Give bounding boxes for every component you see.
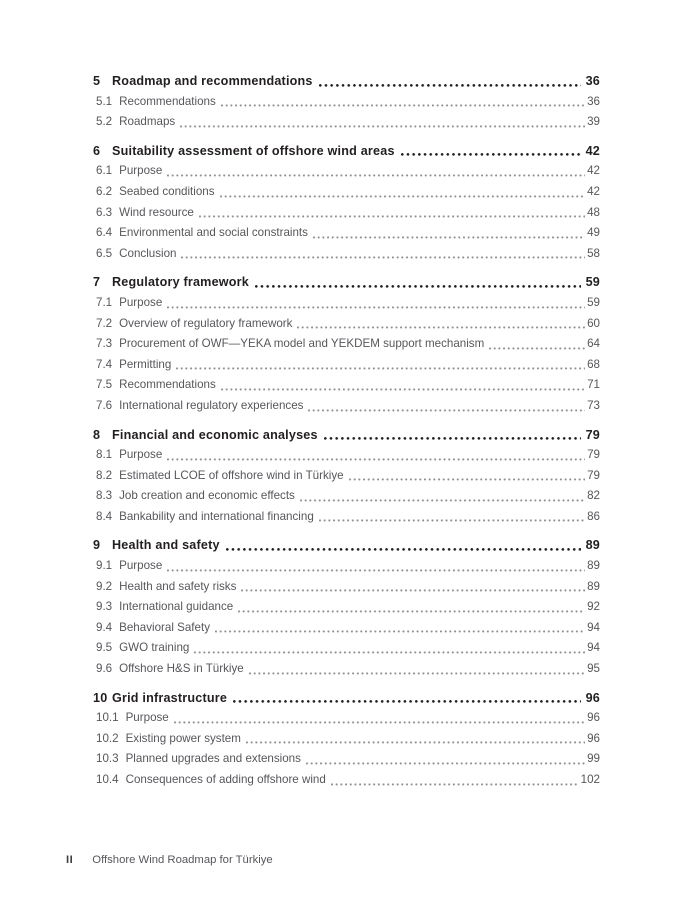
toc-entry-6-3[interactable] xyxy=(93,203,600,224)
dot-leader xyxy=(194,651,585,654)
item-title: Overview of regulatory framework xyxy=(119,316,293,330)
chapter-title: Grid infrastructure xyxy=(112,690,228,705)
toc-entry-5-2[interactable] xyxy=(93,112,600,133)
item-number: 7.2 xyxy=(96,316,113,330)
chapter-page-number: 59 xyxy=(585,275,600,290)
item-number: 8.3 xyxy=(96,489,113,503)
page-footer xyxy=(66,852,273,868)
toc-entry-chapter-6[interactable] xyxy=(93,141,600,162)
item-title: Planned upgrades and extensions xyxy=(125,752,301,766)
table-of-contents xyxy=(93,71,600,791)
toc-entry-10-4[interactable] xyxy=(93,770,600,791)
item-number: 5.2 xyxy=(96,115,113,129)
item-page-number: 64 xyxy=(587,337,600,351)
item-number: 7.1 xyxy=(96,295,113,309)
item-number: 8.2 xyxy=(96,468,113,482)
toc-entry-9-5[interactable] xyxy=(93,638,600,659)
item-number: 9.3 xyxy=(96,600,113,614)
item-page-number: 92 xyxy=(587,600,600,614)
item-number: 10.1 xyxy=(96,711,119,725)
toc-entry-chapter-9[interactable] xyxy=(93,535,600,556)
item-page-number: 79 xyxy=(587,448,600,462)
item-title: Recommendations xyxy=(119,378,216,392)
toc-entry-10-3[interactable] xyxy=(93,749,600,770)
toc-chapter-9 xyxy=(93,535,600,679)
chapter-title: Roadmap and recommendations xyxy=(112,74,313,88)
item-title: Environmental and social constraints xyxy=(119,226,308,240)
item-page-number: 82 xyxy=(587,489,600,503)
item-number: 5.1 xyxy=(96,94,113,108)
dot-leader xyxy=(349,478,586,481)
dot-leader xyxy=(215,630,585,633)
toc-entry-chapter-8[interactable] xyxy=(93,425,600,446)
item-number: 8.1 xyxy=(96,448,113,462)
dot-leader xyxy=(313,236,585,239)
item-title: Permitting xyxy=(119,357,172,371)
dot-leader xyxy=(167,458,585,461)
item-title: GWO training xyxy=(119,641,190,655)
item-title: Recommendations xyxy=(119,94,216,108)
item-title: Purpose xyxy=(119,559,163,573)
item-number: 8.4 xyxy=(96,509,113,523)
item-number: 7.3 xyxy=(96,337,113,351)
item-page-number: 89 xyxy=(587,559,600,573)
chapter-title: Regulatory framework xyxy=(112,275,249,290)
chapter-page-number: 89 xyxy=(585,538,600,553)
item-page-number: 94 xyxy=(587,620,600,634)
chapter-number: 9 xyxy=(93,538,101,553)
dot-leader xyxy=(489,347,585,350)
item-page-number: 42 xyxy=(587,164,600,178)
dot-leader xyxy=(233,700,581,703)
item-number: 7.4 xyxy=(96,357,113,371)
item-title: Existing power system xyxy=(125,731,241,745)
dot-leader xyxy=(297,326,585,329)
item-number: 10.3 xyxy=(96,752,119,766)
item-title: Consequences of adding offshore wind xyxy=(125,773,326,786)
toc-chapter-8 xyxy=(93,425,600,528)
chapter-title: Financial and economic analyses xyxy=(112,427,318,442)
chapter-title: Health and safety xyxy=(112,538,220,553)
dot-leader xyxy=(238,610,585,613)
item-title: Purpose xyxy=(119,295,163,309)
item-page-number: 99 xyxy=(587,752,600,766)
toc-entry-9-1[interactable] xyxy=(93,556,600,577)
item-title: Offshore H&S in Türkiye xyxy=(119,662,244,676)
toc-entry-9-3[interactable] xyxy=(93,597,600,618)
toc-entry-9-2[interactable] xyxy=(93,577,600,598)
item-title: Wind resource xyxy=(119,205,194,219)
chapter-number: 6 xyxy=(93,143,101,158)
item-title: Roadmaps xyxy=(119,115,176,129)
chapter-number: 7 xyxy=(93,275,101,290)
dot-leader xyxy=(249,672,585,675)
toc-entry-chapter-5[interactable] xyxy=(93,71,600,92)
item-title: Purpose xyxy=(125,711,169,725)
item-number: 9.2 xyxy=(96,579,113,593)
toc-entry-8-2[interactable] xyxy=(93,466,600,487)
item-title: Purpose xyxy=(119,164,163,178)
item-number: 6.3 xyxy=(96,205,113,219)
toc-entry-7-4[interactable] xyxy=(93,355,600,376)
toc-entry-7-5[interactable] xyxy=(93,375,600,396)
toc-entry-6-1[interactable] xyxy=(93,161,600,182)
item-number: 9.4 xyxy=(96,620,113,634)
item-number: 7.5 xyxy=(96,378,113,392)
dot-leader xyxy=(226,548,581,551)
toc-entry-8-4[interactable] xyxy=(93,507,600,528)
toc-entry-10-2[interactable] xyxy=(93,729,600,750)
dot-leader xyxy=(167,569,585,572)
item-page-number: 79 xyxy=(587,468,600,482)
item-page-number: 48 xyxy=(587,205,600,219)
dot-leader xyxy=(176,367,585,370)
footer-document-title: Offshore Wind Roadmap for Türkiye xyxy=(92,854,273,866)
dot-leader xyxy=(308,409,585,412)
chapter-title: Suitability assessment of offshore wind areas xyxy=(112,143,395,158)
item-title: Purpose xyxy=(119,448,163,462)
item-title: Job creation and economic effects xyxy=(119,489,295,503)
toc-entry-9-4[interactable] xyxy=(93,618,600,639)
item-page-number: 39 xyxy=(587,115,600,129)
item-title: Conclusion xyxy=(119,246,177,260)
dot-leader xyxy=(220,195,586,198)
toc-chapter-10 xyxy=(93,688,600,791)
item-page-number: 96 xyxy=(587,731,600,745)
chapter-number: 8 xyxy=(93,427,101,442)
item-page-number: 60 xyxy=(587,316,600,330)
dot-leader xyxy=(255,285,581,288)
dot-leader xyxy=(319,519,585,522)
item-title: Health and safety risks xyxy=(119,579,237,593)
item-page-number: 36 xyxy=(587,94,600,108)
toc-entry-8-1[interactable] xyxy=(93,445,600,466)
item-number: 10.4 xyxy=(96,773,119,786)
item-title: Seabed conditions xyxy=(119,184,215,198)
dot-leader xyxy=(181,256,585,259)
item-number: 9.1 xyxy=(96,559,113,573)
toc-entry-chapter-7[interactable] xyxy=(93,272,600,293)
footer-page-number: II xyxy=(66,854,74,866)
toc-entry-5-1[interactable] xyxy=(93,92,600,113)
item-page-number: 68 xyxy=(587,357,600,371)
toc-entry-7-6[interactable] xyxy=(93,396,600,417)
item-page-number: 95 xyxy=(587,662,600,676)
item-page-number: 102 xyxy=(580,773,600,786)
dot-leader xyxy=(300,499,585,502)
dot-leader xyxy=(246,741,585,744)
item-title: Bankability and international financing xyxy=(119,509,314,523)
toc-entry-6-5[interactable] xyxy=(93,244,600,265)
item-page-number: 71 xyxy=(587,378,600,392)
dot-leader xyxy=(180,125,585,128)
dot-leader xyxy=(241,589,585,592)
toc-entry-9-6[interactable] xyxy=(93,659,600,680)
chapter-page-number: 96 xyxy=(585,690,600,705)
dot-leader xyxy=(167,306,585,309)
chapter-page-number: 36 xyxy=(585,74,600,88)
item-page-number: 42 xyxy=(587,184,600,198)
toc-chapter-6 xyxy=(93,141,600,265)
item-title: International guidance xyxy=(119,600,234,614)
toc-entry-6-2[interactable] xyxy=(93,182,600,203)
dot-leader xyxy=(174,721,585,724)
item-number: 10.2 xyxy=(96,731,119,745)
item-page-number: 96 xyxy=(587,711,600,725)
dot-leader xyxy=(199,215,585,218)
dot-leader xyxy=(167,174,585,177)
item-page-number: 89 xyxy=(587,579,600,593)
item-page-number: 58 xyxy=(587,246,600,260)
toc-chapter-5 xyxy=(93,71,600,133)
toc-entry-7-2[interactable] xyxy=(93,314,600,335)
toc-entry-chapter-10[interactable] xyxy=(93,688,600,709)
chapter-number: 10 xyxy=(93,690,108,705)
item-number: 9.5 xyxy=(96,641,113,655)
item-number: 6.1 xyxy=(96,164,113,178)
item-title: Estimated LCOE of offshore wind in Türkiye xyxy=(119,468,344,482)
dot-leader xyxy=(306,762,585,765)
toc-entry-10-1[interactable] xyxy=(93,708,600,729)
dot-leader xyxy=(221,104,585,107)
item-page-number: 49 xyxy=(587,226,600,240)
toc-entry-8-3[interactable] xyxy=(93,486,600,507)
item-page-number: 59 xyxy=(587,295,600,309)
chapter-page-number: 42 xyxy=(585,143,600,158)
item-number: 7.6 xyxy=(96,398,113,412)
item-title: Procurement of OWF—YEKA model and YEKDEM support mechanism xyxy=(119,337,485,351)
toc-entry-7-1[interactable] xyxy=(93,293,600,314)
chapter-page-number: 79 xyxy=(585,427,600,442)
item-number: 6.2 xyxy=(96,184,113,198)
dot-leader xyxy=(324,437,581,440)
item-title: Behavioral Safety xyxy=(119,620,210,634)
dot-leader xyxy=(331,783,579,786)
item-number: 6.5 xyxy=(96,246,113,260)
dot-leader xyxy=(319,84,581,87)
item-page-number: 86 xyxy=(587,509,600,523)
toc-entry-6-4[interactable] xyxy=(93,223,600,244)
item-number: 6.4 xyxy=(96,226,113,240)
dot-leader xyxy=(221,388,585,391)
toc-entry-7-3[interactable] xyxy=(93,334,600,355)
item-page-number: 73 xyxy=(587,398,600,412)
toc-chapter-7 xyxy=(93,272,600,416)
item-page-number: 94 xyxy=(587,641,600,655)
item-number: 9.6 xyxy=(96,662,113,676)
item-title: International regulatory experiences xyxy=(119,398,304,412)
dot-leader xyxy=(401,153,581,156)
chapter-number: 5 xyxy=(93,74,101,88)
